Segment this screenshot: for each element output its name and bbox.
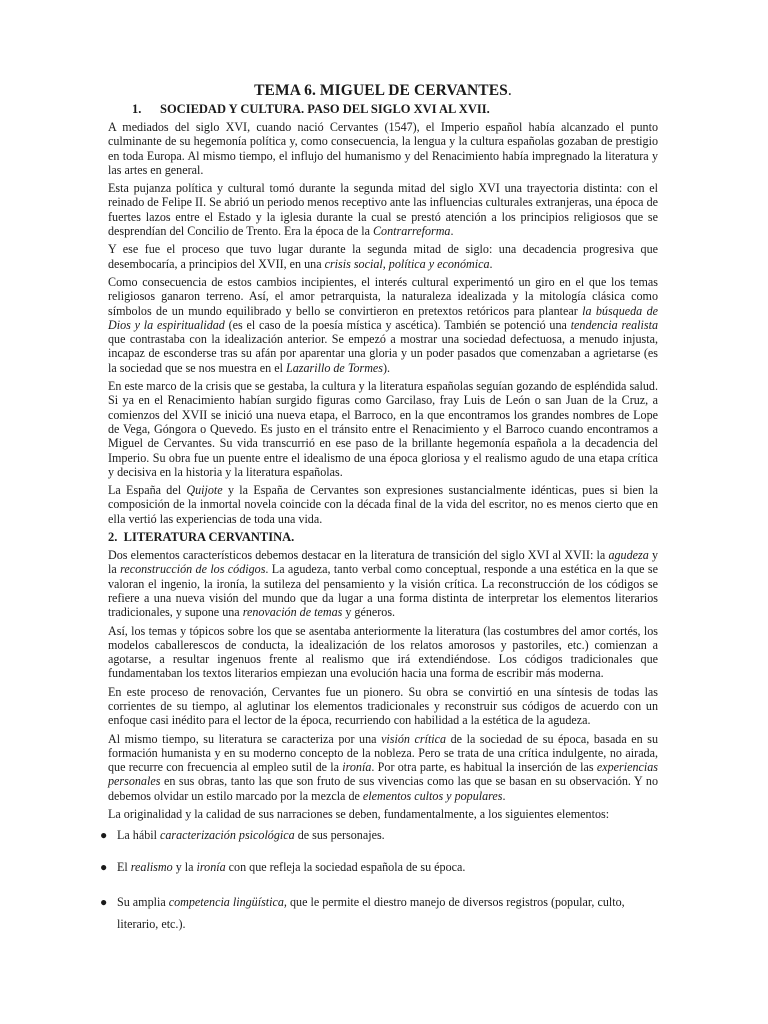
paragraph-1: A mediados del siglo XVI, cuando nació Cervantes (1547), el Imperio español había alcanzado el punto culminante de su hegemonía política y, como consecuencia, la lengua y la cultura españolas gozaban de prestigio en toda Europa. Al mismo tiempo, el influjo del humanismo y del Renacimiento había impregnado la literatura y las artes en general. <box>108 120 658 177</box>
title-text: TEMA 6. MIGUEL DE CERVANTES <box>254 82 508 99</box>
section-1-heading <box>108 102 658 117</box>
emphasis-contrarreforma: Contrarreforma <box>372 224 451 239</box>
paragraph-3: Y ese fue el proceso que tuvo lugar durante la segunda mitad de siglo: una decadencia progresiva que desembocaría, a principios del XVII, en una crisis social, política y económica. <box>108 242 658 271</box>
paragraph-7: Dos elementos característicos debemos destacar en la literatura de transición del siglo XVI al XVII: la agudeza y la reconstrucción de los códigos. La agudeza, tanto verbal como conceptual, responde a una estética en la que se valoran el ingenio, la ironía, la sutileza del pensamiento y la visión crítica. La reconstrucción de los códigos se refiere a una nueva visión del mundo que da lugar a una forma distinta de interpretar los elementos literarios tradicionales, y supone una renovación de temas y géneros. <box>108 548 658 620</box>
emphasis-tendencia: tendencia realista <box>570 317 658 332</box>
list-item: ● La hábil caracterización psicológica de sus personajes. <box>100 828 385 843</box>
document-title <box>108 82 658 100</box>
emphasis-ironia: ironía <box>342 760 372 775</box>
bullet-icon: ● <box>100 860 108 875</box>
emphasis-experiencias: experiencias personales <box>108 760 658 789</box>
emphasis-busqueda: la búsqueda de Dios y la espiritualidad <box>108 303 659 332</box>
section-2-heading <box>108 530 658 545</box>
paragraph-11: La originalidad y la calidad de sus narraciones se deben, fundamentalmente, a los siguientes elementos: <box>108 807 610 822</box>
bullet-icon: ● <box>100 895 108 910</box>
emphasis-renovacion: renovación de temas <box>242 605 343 620</box>
emphasis-reconstruccion: reconstrucción de los códigos <box>120 562 266 577</box>
paragraph-9: En este proceso de renovación, Cervantes fue un pionero. Su obra se convirtió en una síntesis de todas las corrientes de su tiempo, al aglutinar los elementos tradicionales y reconstruir sus códigos de acuerdo con un enfoque casi inédito para el lector de la época, recurriendo con habilidad a la estética de la agudeza. <box>108 684 658 728</box>
document-page <box>100 82 659 951</box>
list-item: ● El realismo y la ironía con que refleja la sociedad española de su época. <box>100 860 466 875</box>
section-2-title: LITERATURA CERVANTINA. <box>123 530 295 545</box>
section-1-title: SOCIEDAD Y CULTURA. PASO DEL SIGLO XVI AL XVII. <box>160 102 490 116</box>
paragraph-6: La España del Quijote y la España de Cervantes son expresiones sustancialmente idénticas, pues si bien la composición de la inmortal novela coincide con la década final de la vida del escritor, no es menos cierto que en ella vertió las experiencias de toda una vida. <box>108 483 658 526</box>
paragraph-5: En este marco de la crisis que se gestaba, la cultura y la literatura españolas seguían gozando de espléndida salud. Si ya en el Renacimiento habían surgido figuras como Garcilaso, fray Luis de León o san Juan de la Cruz, a comienzos del XVII se inició una nueva etapa, el Barroco, en la que encontramos los grandes nombres de Lope de Vega, Góngora o Quevedo. Es justo en el tránsito entre el Renacimiento y el Barroco cuando encontramos a Miguel de Cervantes. Su vida transcurrió en ese paso de la brillante hegemonía española a la decadencia del Imperio. Su obra fue un puente entre el idealismo de una época gloriosa y el realismo agudo de una etapa crítica y decisiva en la historia y la literatura españolas. <box>108 379 658 479</box>
paragraph-10: Al mismo tiempo, su literatura se caracteriza por una visión crítica de la sociedad de su época, basada en su formación humanista y en su moderno concepto de la nobleza. Pero se trata de una crítica indulgente, no airada, que recurre con frecuencia al empleo sutil de la ironía. Por otra parte, es habitual la inserción de las experiencias personales en sus obras, tanto las que son fruto de sus vivencias como las que se basan en su observación. Y no debemos olvidar un estilo marcado por la mezcla de elementos cultos y populares. <box>108 731 659 803</box>
paragraph-4: Como consecuencia de estos cambios incipientes, el interés cultural experimentó un giro en el que los temas religiosos ganaron terreno. Así, el amor petrarquista, la naturaleza idealizada y la mitología clásica como símbolos de un mundo equilibrado y bello se convirtieron en pretextos retóricos para plantear la búsqueda de Dios y la espiritualidad (es el caso de la poesía mística y ascética). También se potenció una tendencia realista que contrastaba con la idealización anterior. Se empezó a mostrar una sociedad defectuosa, a menudo injusta, incapaz de esconderse tras su afán por aparentar una gloria y un poder pasados que comenzaban a agrietarse (es la sociedad que se nos muestra en el Lazarillo de Tormes). <box>108 274 659 375</box>
paragraph-8: Así, los temas y tópicos sobre los que se asentaba anteriormente la literatura (las costumbres del amor cortés, los modelos caballerescos de conducta, la idealización de los relatos amorosos y pastoriles, etc.) comienzan a agotarse, a resultar ingenuos frente al realismo que irá extendiéndose. Los códigos tradicionales que fundamentaban los textos literarios empiezan una evolución hacia una forma de escribir más moderna. <box>108 623 658 681</box>
emphasis-agudeza: agudeza <box>608 548 649 563</box>
bullet-icon: ● <box>100 828 108 843</box>
emphasis-crisis: crisis social, política y económica <box>324 256 490 271</box>
emphasis-quijote: Quijote <box>186 483 223 498</box>
emphasis-vision-critica: visión crítica <box>381 731 447 746</box>
list-item: ● Su amplia competencia lingüística, que le permite el diestro manejo de diversos registros (popular, culto, literario, etc.). <box>108 891 658 935</box>
emphasis-elementos-cultos: elementos cultos y populares <box>362 788 503 803</box>
paragraph-2: Esta pujanza política y cultural tomó durante la segunda mitad del siglo XVI una trayectoria distinta: con el reinado de Felipe II. Se abrió un periodo menos receptivo ante las influencias culturales extranjeras, una época de fuertes lazos entre el Estado y la iglesia durante la cual se prestó atención a los principios religiosos que se desprendían del Concilio de Trento. Era la época de la Contrarreforma. <box>108 181 658 239</box>
emphasis-lazarillo: Lazarillo de Tormes <box>286 360 383 375</box>
title-suffix: . <box>507 82 512 99</box>
section-2-number: 2. <box>108 530 118 545</box>
elements-list <box>100 827 658 935</box>
section-1-number: 1. <box>132 102 142 116</box>
